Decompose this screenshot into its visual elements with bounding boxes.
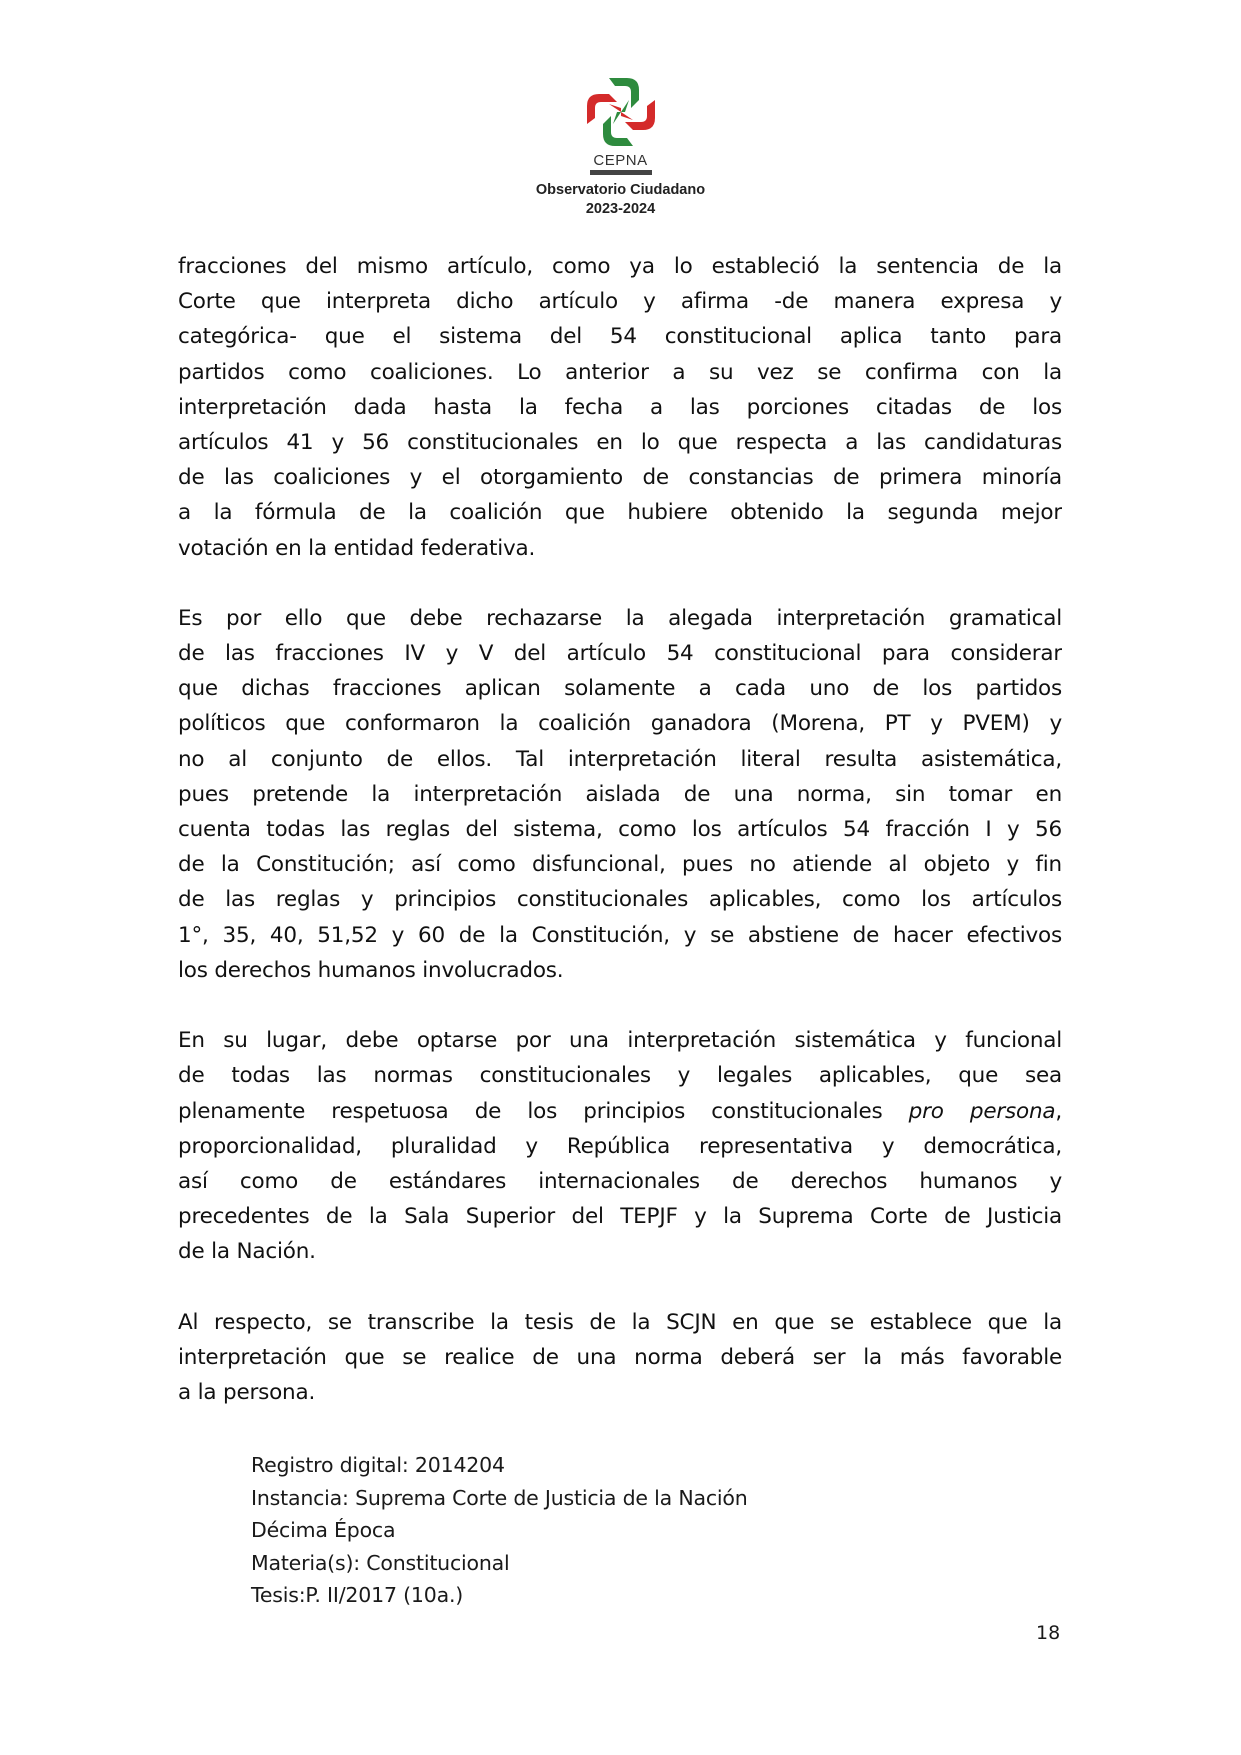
text-line: 1°, 35, 40, 51,52 y 60 de la Constitución, y se abstiene de hacer efectivos (178, 922, 1062, 948)
page-number: 18 (1036, 1622, 1061, 1644)
document-body (178, 249, 1062, 1445)
text-line: precedentes de la Sala Superior del TEPJF y la Suprema Corte de Justicia (178, 1204, 1062, 1230)
epoca: Décima Época (251, 1518, 396, 1542)
text-line: cuenta todas las reglas del sistema, como los artículos 54 fracción I y 56 (178, 817, 1062, 842)
text-line: votación en la entidad federativa. (178, 535, 536, 561)
registro-digital: Registro digital: 2014204 (251, 1453, 505, 1477)
text-line: Corte que interpreta dicho artículo y afirma -de manera expresa y (178, 289, 1062, 315)
text-line: así como de estándares internacionales de derechos humanos y (178, 1168, 1062, 1194)
thesis-reference-block (251, 1449, 748, 1612)
text-line: artículos 41 y 56 constitucionales en lo que respecta a las candidaturas (178, 429, 1062, 455)
header-years: 2023-2024 (585, 201, 656, 217)
text-line: interpretación dada hasta la fecha a las porciones citadas de los (178, 394, 1062, 420)
text-segment: plenamente respetuosa de los principios constitucionales (178, 1098, 883, 1124)
text-line: Es por ello que debe rechazarse la alegada interpretación gramatical (178, 605, 1062, 631)
paragraph-1 (178, 249, 1062, 566)
text-segment: , (1055, 1098, 1062, 1124)
text-line: de todas las normas constitucionales y legales aplicables, que sea (178, 1063, 1062, 1089)
paragraph-3 (178, 1023, 1062, 1269)
text-line: los derechos humanos involucrados. (178, 957, 564, 983)
tesis: Tesis:P. II/2017 (10a.) (251, 1583, 464, 1607)
materia: Materia(s): Constitucional (251, 1550, 510, 1575)
text-line: En su lugar, debe optarse por una interpretación sistemática y funcional (178, 1028, 1062, 1054)
org-name: CEPNA (593, 152, 648, 169)
paragraph-4 (178, 1305, 1062, 1411)
text-line: Al respecto, se transcribe la tesis de la SCJN en que se establece que la (178, 1309, 1062, 1335)
text-line: de la Nación. (178, 1239, 316, 1265)
text-line: proporcionalidad, pluralidad y República representativa y democrática, (178, 1133, 1062, 1159)
text-line: fracciones del mismo artículo, como ya lo estableció la sentencia de la (178, 254, 1062, 279)
paragraph-2 (178, 601, 1062, 988)
document-header (0, 70, 1241, 217)
text-line: políticos que conformaron la coalición ganadora (Morena, PT y PVEM) y (178, 711, 1062, 737)
instancia: Instancia: Suprema Corte de Justicia de la Nación (251, 1485, 748, 1510)
header-title: Observatorio Ciudadano (535, 182, 706, 198)
text-line: de la Constitución; así como disfuncional, pues no atiende al objeto y fin (178, 852, 1062, 878)
text-line: categórica- que el sistema del 54 constitucional aplica tanto para (178, 324, 1062, 350)
text-line: a la persona. (178, 1380, 316, 1405)
text-line-with-italic (178, 1094, 1062, 1129)
text-line: pues pretende la interpretación aislada de una norma, sin tomar en (178, 781, 1062, 807)
cepna-logo-icon (579, 70, 663, 154)
italic-phrase: pro persona (908, 1098, 1056, 1124)
text-line: a la fórmula de la coalición que hubiere obtenido la segunda mejor (178, 500, 1062, 526)
org-subtitle-bar (590, 170, 652, 175)
text-line: interpretación que se realice de una norma deberá ser la más favorable (178, 1344, 1062, 1370)
text-line: partidos como coaliciones. Lo anterior a su vez se confirma con la (178, 359, 1062, 385)
text-line: de las coaliciones y el otorgamiento de constancias de primera minoría (178, 465, 1062, 491)
text-line: no al conjunto de ellos. Tal interpretación literal resulta asistemática, (178, 746, 1062, 772)
text-line: que dichas fracciones aplican solamente a cada uno de los partidos (178, 676, 1062, 702)
text-line: de las reglas y principios constitucionales aplicables, como los artículos (178, 887, 1062, 913)
text-line: de las fracciones IV y V del artículo 54 constitucional para considerar (178, 641, 1062, 667)
